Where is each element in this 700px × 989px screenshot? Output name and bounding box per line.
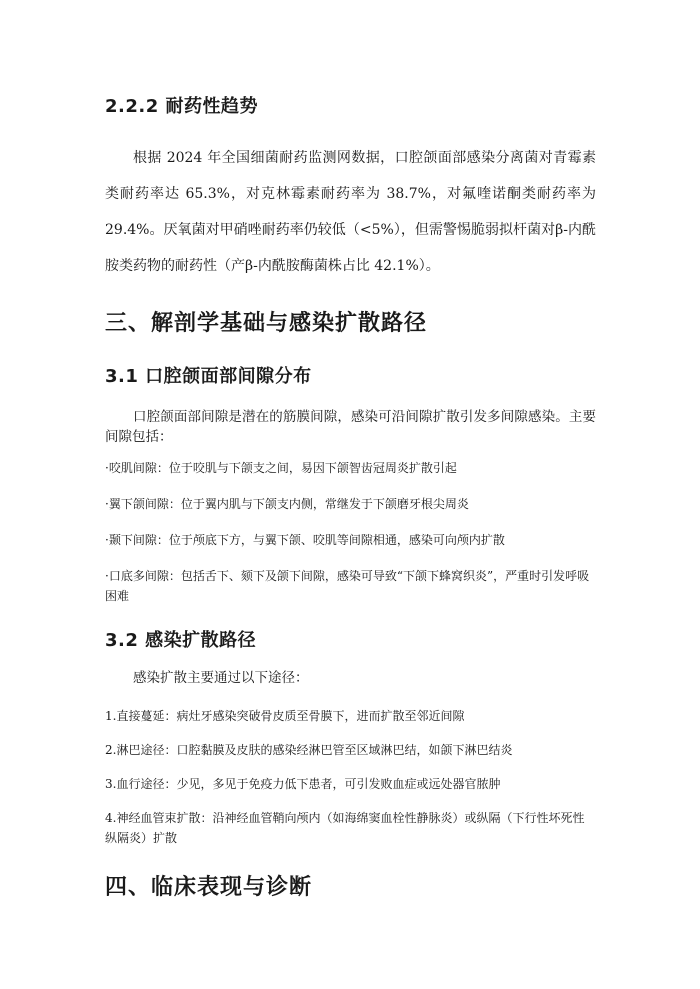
- resistance-trend-paragraph: 根据 2024 年全国细菌耐药监测网数据，口腔颌面部感染分离菌对青霉素类耐药率达 65.3%，对克林霉素耐药率为 38.7%，对氟喹诺酮类耐药率为 29.4%。厌氧菌对甲硝唑耐药率仍较低（<5%），但需警惕脆弱拟杆菌对β-内酰胺类药物的耐药性（产β-内酰胺酶菌株占比 42.1%）。: [105, 150, 596, 274]
- list-item: ·翼下颌间隙：位于翼内肌与下颌支内侧，常继发于下颌磨牙根尖周炎: [105, 497, 469, 511]
- section-heading-3-2: 3.2 感染扩散路径: [105, 630, 257, 651]
- list-item: 1.直接蔓延：病灶牙感染突破骨皮质至骨膜下，进而扩散至邻近间隙: [105, 709, 465, 723]
- list-item: 4.神经血管束扩散：沿神经血管鞘向颅内（如海绵窦血栓性静脉炎）或纵隔（下行性坏死性纵隔炎）扩散: [105, 811, 585, 845]
- list-item: 2.淋巴途径：口腔黏膜及皮肤的感染经淋巴管至区域淋巴结，如颌下淋巴结炎: [105, 743, 513, 757]
- list-item: ·口底多间隙：包括舌下、颏下及颌下间隙，感染可导致“下颌下蜂窝织炎”，严重时引发呼吸困难: [105, 569, 590, 603]
- section-heading-3-1: 3.1 口腔颌面部间隙分布: [105, 366, 312, 387]
- list-item: 3.血行途径：少见，多见于免疫力低下患者，可引发败血症或远处器官脓肿: [105, 777, 501, 791]
- list-item: ·咬肌间隙：位于咬肌与下颌支之间，易因下颌智齿冠周炎扩散引起: [105, 461, 457, 475]
- space-distribution-intro: 口腔颌面部间隙是潜在的筋膜间隙，感染可沿间隙扩散引发多间隙感染。主要间隙包括：: [105, 409, 596, 445]
- spread-routes-intro: 感染扩散主要通过以下途径：: [133, 670, 309, 686]
- chapter-heading-4: 四、临床表现与诊断: [105, 875, 313, 900]
- list-item: ·颞下间隙：位于颅底下方，与翼下颌、咬肌等间隙相通，感染可向颅内扩散: [105, 533, 505, 547]
- chapter-heading-3: 三、解剖学基础与感染扩散路径: [105, 311, 428, 336]
- section-heading-2-2-2: 2.2.2 耐药性趋势: [105, 96, 259, 117]
